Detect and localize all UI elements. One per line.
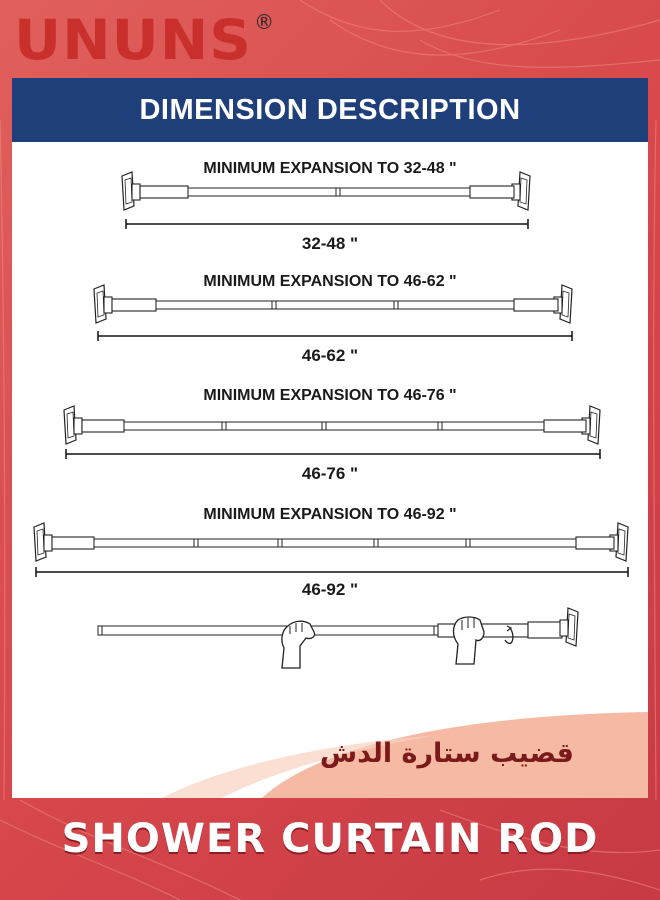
- row1-dimension: 32-48 ": [301, 234, 359, 253]
- row3-dimension: 46-76 ": [301, 464, 359, 483]
- row2-dimension: 46-62 ": [301, 346, 359, 365]
- row3-title: MINIMUM EXPANSION TO 46-76 ": [203, 387, 457, 404]
- rod-row-2: [94, 285, 572, 341]
- logo-text: UNUNS: [14, 7, 253, 73]
- row4-title: MINIMUM EXPANSION TO 46-92 ": [203, 506, 457, 523]
- registered-mark: ®: [254, 10, 275, 34]
- rod-with-hands: [98, 608, 578, 668]
- rod-row-4: [34, 523, 628, 577]
- header-title: DIMENSION DESCRIPTION: [139, 93, 521, 126]
- product-title: SHOWER CURTAIN ROD: [61, 816, 599, 862]
- row2-title: MINIMUM EXPANSION TO 46-62 ": [203, 273, 457, 290]
- row1-title: MINIMUM EXPANSION TO 32-48 ": [203, 160, 457, 177]
- row4-dimension: 46-92 ": [301, 580, 359, 599]
- arabic-product-label: قضيب ستارة الدش: [319, 738, 574, 769]
- rod-row-3: [64, 406, 600, 459]
- rod-row-1: [122, 172, 530, 229]
